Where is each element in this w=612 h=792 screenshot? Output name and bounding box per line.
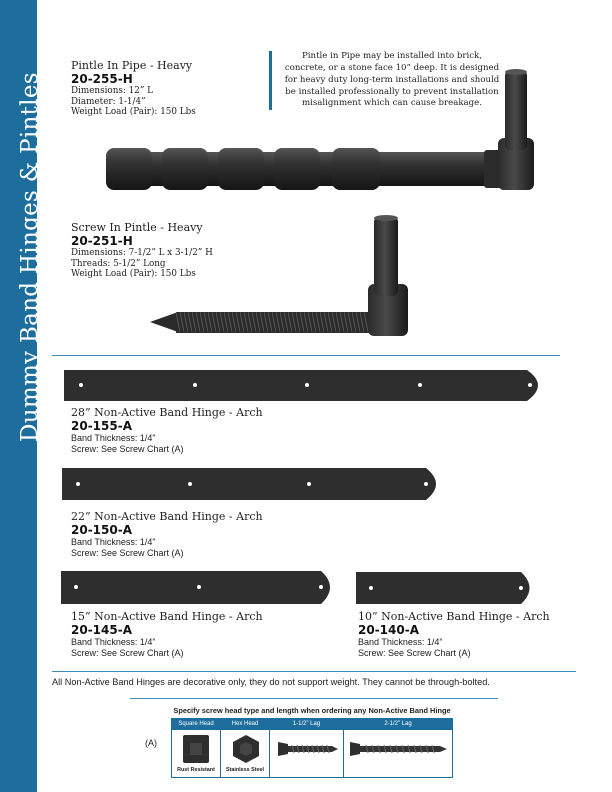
- product-title: 15” Non-Active Band Hinge - Arch: [71, 610, 263, 623]
- divider: [52, 355, 560, 356]
- product-threads: Threads: 5-1/2” Long: [71, 258, 166, 269]
- product-diameter: Diameter: 1-1/4”: [71, 96, 146, 107]
- hinge-bar-10: [354, 570, 538, 606]
- divider: [130, 698, 498, 699]
- product-thickness: Band Thickness: 1/4”: [71, 637, 156, 648]
- product-code: 20-255-H: [71, 71, 133, 86]
- chart-divider: [343, 719, 344, 777]
- product-dimensions: Dimensions: 12” L: [71, 86, 153, 97]
- chart-header-lag-short: 1-1/2” Lag: [270, 719, 343, 730]
- screw-chart-ref: (A): [145, 738, 157, 748]
- product-weight: Weight Load (Pair): 150 Lbs: [71, 268, 196, 279]
- hinge-bar-22: [60, 466, 446, 502]
- installation-note: Pintle in Pipe may be installed into brick, concrete, or a stone face 10” deep. It is designed for heavy duty long-term installations and should be installed professionally to prevent installation misalignment which can cause breakage.: [269, 51, 502, 110]
- hinge-info-10: [358, 611, 550, 658]
- product-code: 20-155-A: [71, 418, 132, 433]
- product-title: Screw In Pintle - Heavy: [71, 221, 203, 234]
- product-weight: Weight Load (Pair): 150 Lbs: [71, 106, 196, 117]
- hinge-info-28: [71, 407, 263, 454]
- product-thickness: Band Thickness: 1/4”: [71, 433, 156, 444]
- chart-header-hex: Hex Head: [221, 719, 269, 730]
- hex-head-screw-icon: [230, 733, 262, 765]
- screw-chart: [171, 718, 453, 778]
- product-screw: Screw: See Screw Chart (A): [71, 547, 184, 558]
- product-dimensions: Dimensions: 7-1/2” L x 3-1/2” H: [71, 248, 213, 259]
- product-title: 22” Non-Active Band Hinge - Arch: [71, 510, 263, 523]
- hinge-bar-15: [59, 569, 339, 606]
- lag-screw-short-icon: [276, 741, 338, 757]
- product-title: 10” Non-Active Band Hinge - Arch: [358, 610, 550, 623]
- hinge-info-15: [71, 611, 263, 658]
- product-code: 20-150-A: [71, 522, 132, 537]
- product-screw: Screw: See Screw Chart (A): [358, 647, 471, 658]
- chart-footer-rust: Rust Resistant: [177, 767, 215, 773]
- product-thickness: Band Thickness: 1/4”: [71, 537, 156, 548]
- sidebar-title: Dummy Band Hinges & Pintles: [17, 72, 43, 442]
- screw-in-pintle-image: [148, 212, 413, 340]
- hinge-bar-28: [62, 368, 550, 403]
- product-title: Pintle In Pipe - Heavy: [71, 59, 193, 72]
- square-head-screw-icon: [181, 733, 211, 765]
- sidebar: [0, 0, 43, 792]
- product-screw: Screw: See Screw Chart (A): [71, 443, 184, 454]
- pintle-in-pipe-image: [100, 68, 540, 193]
- product-code: 20-140-A: [358, 622, 419, 637]
- disclaimer: All Non-Active Band Hinges are decorative only, they do not support weight. They cannot be through-bolted.: [52, 677, 490, 687]
- product-title: 28” Non-Active Band Hinge - Arch: [71, 406, 263, 419]
- product-code: 20-251-H: [71, 233, 133, 248]
- chart-divider: [269, 719, 270, 777]
- lag-screw-long-icon: [348, 741, 448, 757]
- product-code: 20-145-A: [71, 622, 132, 637]
- chart-footer-stainless: Stainless Steel: [225, 767, 265, 773]
- product-thickness: Band Thickness: 1/4”: [358, 637, 443, 648]
- chart-header-square: Square Head: [172, 719, 220, 730]
- divider: [52, 671, 576, 672]
- screw-instruction: Specify screw head type and length when ordering any Non-Active Band Hinge: [173, 706, 451, 715]
- product-screw: Screw: See Screw Chart (A): [71, 647, 184, 658]
- chart-header-lag-long: 2-1/2” Lag: [344, 719, 452, 730]
- hinge-info-22: [71, 511, 263, 558]
